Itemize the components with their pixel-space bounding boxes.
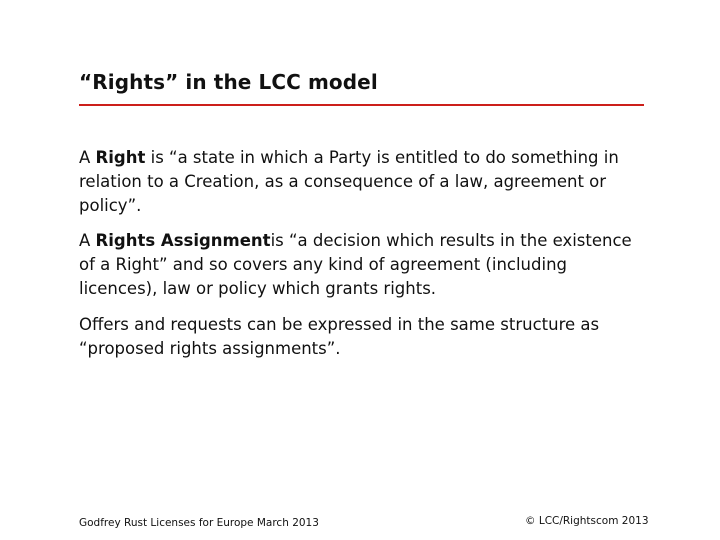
footer-presenter: Godfrey Rust Licenses for Europe March 2013 [79,517,319,529]
paragraph-text: Offers and requests can be expressed in the same structure as “proposed rights assignments”. [79,315,600,358]
paragraph-text: is “a decision which results in the existence of a Right” and so covers any kind of agreement (including licences), law or policy which grants rights. [79,231,632,298]
term-right: Right [95,148,146,167]
footer-copyright: © LCC/Rightscom 2013 [525,515,649,527]
slide-title: “Rights” in the LCC model [79,70,378,94]
paragraph-offers-requests [79,313,647,361]
term-rights-assignment: Rights Assignment [95,231,271,250]
paragraph-prefix: A [79,231,96,250]
paragraph-prefix: A [79,148,96,167]
title-divider [79,104,644,106]
paragraph-right-definition [79,146,647,218]
slide-body [79,146,647,372]
paragraph-rights-assignment-definition [79,229,647,301]
paragraph-text: is “a state in which a Party is entitled to do something in relation to a Creation, as a consequence of a law, agreement or policy”. [79,148,619,215]
